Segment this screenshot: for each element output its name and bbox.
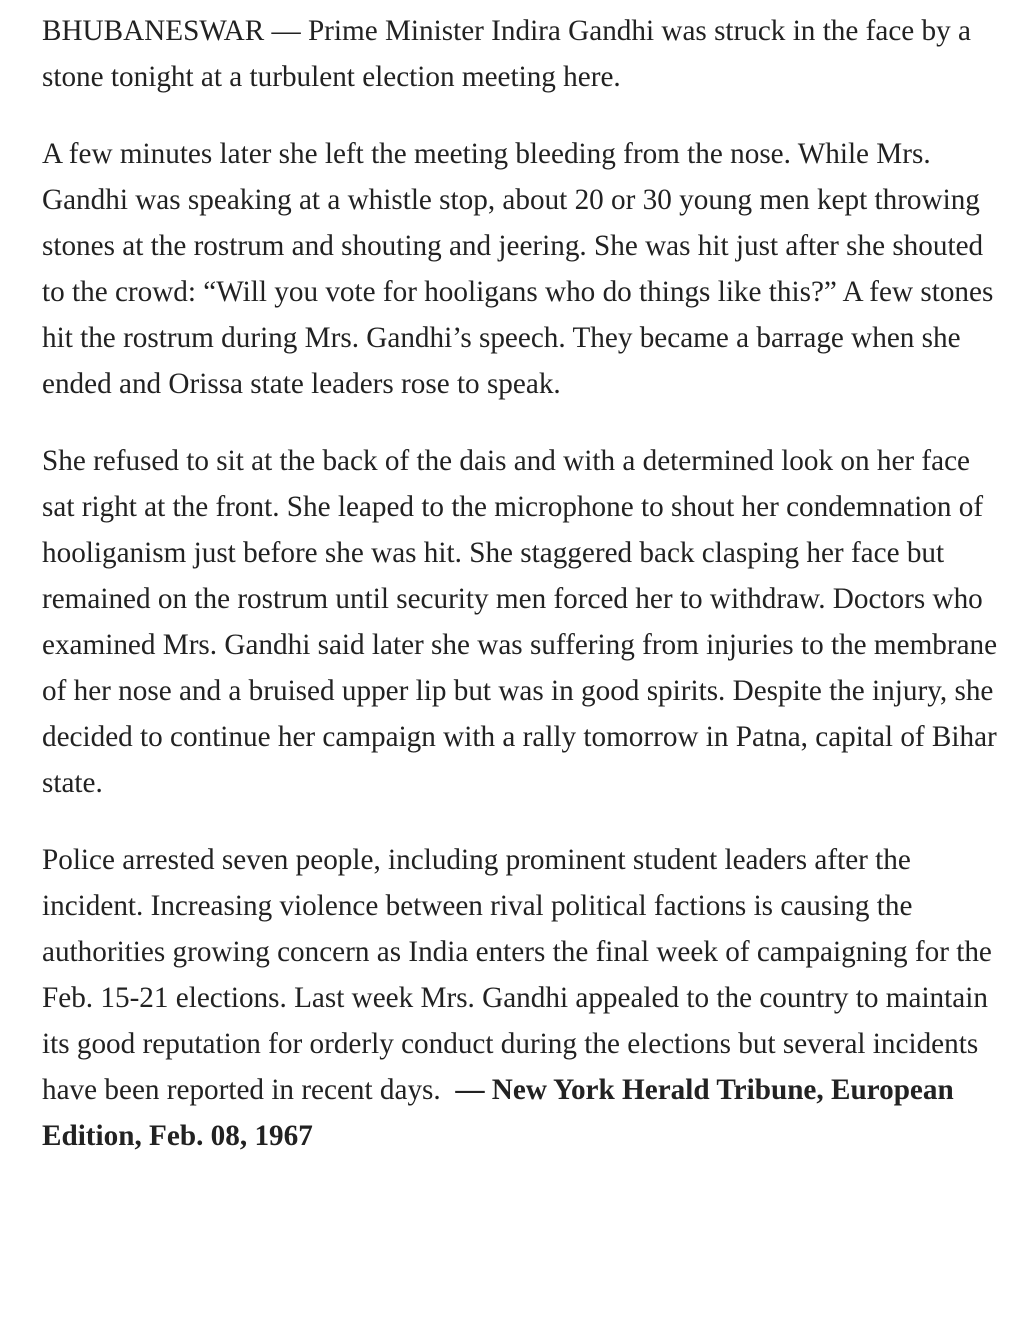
article-paragraph-2: A few minutes later she left the meeting bleeding from the nose. While Mrs. Gandhi was speaking at a whistle stop, about 20 or 30 young men kept throwing stones at the rostrum and shouting and jeering. She was hit just after she shouted to the crowd: “Will you vote for hooligans who do things like this?” A few stones hit the rostrum during Mrs. Gandhi’s speech. They became a barrage when she ended and Orissa state leaders rose to speak. xyxy=(42,138,994,400)
article-body xyxy=(42,8,1008,1159)
article-paragraph-4 xyxy=(42,837,1008,1159)
article-paragraph-3: She refused to sit at the back of the dais and with a determined look on her face sat right at the front. She leaped to the microphone to shout her condemnation of hooliganism just before she was hit. She staggered back clasping her face but remained on the rostrum until security men forced her to withdraw. Doctors who examined Mrs. Gandhi said later she was suffering from injuries to the membrane of her nose and a bruised upper lip but was in good spirits. Despite the injury, she decided to continue her campaign with a rally tomorrow in Patna, capital of Bihar state. xyxy=(42,445,998,799)
article-paragraph-4-text: Police arrested seven people, including prominent student leaders after the incident. Increasing violence between rival political factions is causing the authorities growing concern as India enters the final week of campaigning for the Feb. 15-21 elections. Last week Mrs. Gandhi appealed to the country to maintain its good reputation for orderly conduct during the elections but several incidents have been reported in recent days. xyxy=(42,844,992,1106)
article-paragraph-1: BHUBANESWAR — Prime Minister Indira Gandhi was struck in the face by a stone tonight at a turbulent election meeting here. xyxy=(42,15,971,93)
source-credit: — New York Herald Tribune, European Edition, Feb. 08, 1967 xyxy=(42,1074,954,1152)
